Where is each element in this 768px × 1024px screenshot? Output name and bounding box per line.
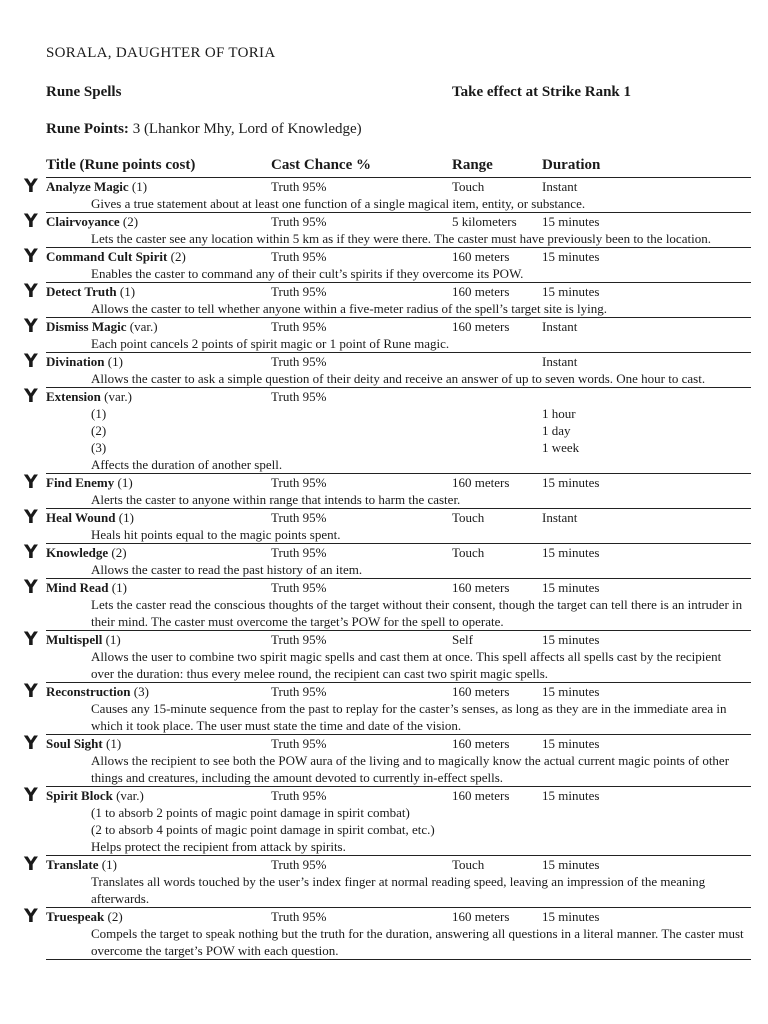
spell-summary <box>24 576 751 598</box>
spell-name: Extension <box>46 389 101 404</box>
spell-duration: Instant <box>542 319 578 334</box>
spell-name: Mind Read <box>46 580 109 595</box>
spell-description: Each point cancels 2 points of spirit magic or 1 point of Rune magic. <box>91 336 450 351</box>
spell-title <box>46 544 127 561</box>
table-row <box>24 784 751 856</box>
spell-title <box>46 631 121 648</box>
table-row <box>24 280 751 318</box>
header-title: Title (Rune points cost) <box>46 157 196 173</box>
spell-name: Spirit Block <box>46 788 113 803</box>
spell-title <box>46 908 123 925</box>
section-label: Rune Spells <box>46 84 122 100</box>
spell-description: Lets the caster see any location within 5 km as if they were there. The caster must have previously been to the location. <box>91 231 711 246</box>
rune-icon: Y <box>24 245 38 267</box>
spell-name: Heal Wound <box>46 510 116 525</box>
spell-title <box>46 248 186 265</box>
spell-range: 160 meters <box>452 284 510 299</box>
spell-name: Dismiss Magic <box>46 319 127 334</box>
spell-title <box>46 318 158 335</box>
table-row <box>24 175 751 213</box>
spell-range: Touch <box>452 545 485 560</box>
spell-cost: (1) <box>131 179 148 194</box>
spell-name: Analyze Magic <box>46 179 129 194</box>
header-cast-chance: Cast Chance % <box>271 157 371 173</box>
spell-cost: (2) <box>170 249 186 264</box>
rune-points-label: Rune Points: <box>46 121 129 137</box>
spell-title <box>46 579 127 596</box>
spell-duration: 15 minutes <box>542 684 600 699</box>
spell-title <box>46 735 121 752</box>
spell-range: 160 meters <box>452 319 510 334</box>
spell-name: Multispell <box>46 632 103 647</box>
spell-description: Lets the caster read the conscious thoughts of the target without their consent, though the target can tell there is an intruder in their mind. The caster must overcome the target’s POW for the spell to operate. <box>91 597 743 629</box>
spell-name: Reconstruction <box>46 684 131 699</box>
spell-summary <box>24 541 751 563</box>
spell-title <box>46 213 138 230</box>
spell-summary <box>24 905 751 927</box>
spell-cast-chance: Truth 95% <box>271 857 327 872</box>
spell-list <box>24 175 751 960</box>
spell-cost: (3) <box>133 684 149 699</box>
spell-summary <box>24 245 751 267</box>
spell-duration: Instant <box>542 179 578 194</box>
spell-duration: 15 minutes <box>542 909 600 924</box>
table-row <box>24 506 751 544</box>
rune-icon: Y <box>24 210 38 232</box>
spell-cast-chance: Truth 95% <box>271 214 327 229</box>
rune-icon: Y <box>24 350 38 372</box>
spell-summary <box>24 853 751 875</box>
spell-cost: (1) <box>101 857 117 872</box>
spell-range: 160 meters <box>452 475 510 490</box>
spell-duration: 15 minutes <box>542 249 600 264</box>
spell-name: Divination <box>46 354 105 369</box>
rune-points-value: 3 (Lhankor Mhy, Lord of Knowledge) <box>132 121 362 137</box>
spell-duration: 15 minutes <box>542 214 600 229</box>
table-row <box>24 853 751 908</box>
spell-duration: 15 minutes <box>542 632 600 647</box>
spell-description: Causes any 15-minute sequence from the past to replay for the caster’s senses, as long as they are in the immediate area in which it took place. The user must state the time and date of the vision. <box>91 701 727 733</box>
spell-description: Allows the recipient to see both the POW aura of the living and to magically know the actual current magic points of other things and creatures, including the amount devoted to currently in-effect spells. <box>91 753 730 785</box>
variant-duration: 1 day <box>542 423 571 438</box>
spell-cost: (2) <box>111 545 127 560</box>
spell-description: Allows the caster to tell whether anyone within a five-meter radius of the spell’s target site is lying. <box>91 301 608 316</box>
spell-cast-chance: Truth 95% <box>271 179 327 194</box>
spell-cast-chance: Truth 95% <box>271 389 327 404</box>
rune-icon: Y <box>24 541 38 563</box>
spell-cast-chance: Truth 95% <box>271 580 327 595</box>
spell-note: (2 to absorb 4 points of magic point damage in spirit combat, etc.) <box>91 822 435 837</box>
spell-range: 160 meters <box>452 580 510 595</box>
spell-description: Enables the caster to command any of their cult’s spirits if they overcome its POW. <box>91 266 524 281</box>
rune-icon: Y <box>24 280 38 302</box>
spell-range: Touch <box>452 510 485 525</box>
spell-summary <box>24 628 751 650</box>
spell-cost: (1) <box>111 580 127 595</box>
spell-description: Allows the caster to ask a simple question of their deity and receive an answer of up to seven words. One hour to cast. <box>91 371 706 386</box>
table-row <box>24 315 751 353</box>
rune-icon: Y <box>24 905 38 927</box>
spell-name: Find Enemy <box>46 475 115 490</box>
spell-name: Truespeak <box>46 909 105 924</box>
spell-cost: (1) <box>117 475 133 490</box>
spell-range: 5 kilometers <box>452 214 517 229</box>
rune-icon: Y <box>24 471 38 493</box>
spell-cast-chance: Truth 95% <box>271 284 327 299</box>
table-row <box>24 680 751 735</box>
spell-cast-chance: Truth 95% <box>271 475 327 490</box>
table-row <box>24 541 751 579</box>
spell-cast-chance: Truth 95% <box>271 545 327 560</box>
spell-duration: 15 minutes <box>542 545 600 560</box>
spell-duration: 15 minutes <box>542 788 600 803</box>
spell-cost: (var.) <box>129 319 158 334</box>
spell-title <box>46 787 144 804</box>
spell-variant <box>46 422 751 439</box>
rune-icon: Y <box>24 853 38 875</box>
spell-duration: 15 minutes <box>542 580 600 595</box>
table-row <box>24 576 751 631</box>
spell-cost: (var.) <box>104 389 132 404</box>
spell-range: 160 meters <box>452 249 510 264</box>
spell-range: 160 meters <box>452 684 510 699</box>
rune-icon: Y <box>24 784 38 806</box>
spell-cost: (2) <box>122 214 139 229</box>
rune-icon: Y <box>24 315 38 337</box>
table-row <box>24 628 751 683</box>
spell-cast-chance: Truth 95% <box>271 632 327 647</box>
spell-summary <box>24 350 751 372</box>
spell-cast-chance: Truth 95% <box>271 909 327 924</box>
spell-cast-chance: Truth 95% <box>271 684 327 699</box>
table-row <box>24 350 751 388</box>
spell-description: Alerts the caster to anyone within range that intends to harm the caster. <box>91 492 461 507</box>
spell-range: 160 meters <box>452 736 510 751</box>
table-row <box>24 732 751 787</box>
spell-summary <box>24 175 751 197</box>
spell-description: Affects the duration of another spell. <box>91 457 283 472</box>
spell-cost: (1) <box>105 632 121 647</box>
spell-cost: (1) <box>107 354 123 369</box>
spell-cost: (1) <box>105 736 122 751</box>
spell-summary <box>24 210 751 232</box>
spell-summary <box>24 680 751 702</box>
spell-range: Self <box>452 632 473 647</box>
spell-summary <box>24 784 751 806</box>
spell-cast-chance: Truth 95% <box>271 249 327 264</box>
spell-summary <box>24 280 751 302</box>
spell-title <box>46 283 135 300</box>
spell-cast-chance: Truth 95% <box>271 319 327 334</box>
spell-title <box>46 509 134 526</box>
spell-summary <box>24 315 751 337</box>
spell-range: 160 meters <box>452 788 510 803</box>
spell-title <box>46 474 133 491</box>
spell-title <box>46 856 117 873</box>
spell-description: Translates all words touched by the user’s index finger at normal reading speed, leaving an impression of the meaning afterwards. <box>91 874 706 906</box>
rune-icon: Y <box>24 506 38 528</box>
rune-points <box>46 121 362 138</box>
spell-summary <box>24 385 751 407</box>
spell-cost: (2) <box>107 909 123 924</box>
spell-description: Helps protect the recipient from attack by spirits. <box>91 839 346 854</box>
spell-summary <box>24 471 751 493</box>
table-row <box>24 210 751 248</box>
spell-title <box>46 353 123 370</box>
spell-name: Soul Sight <box>46 736 103 751</box>
page-title: SORALA, DAUGHTER OF TORIA <box>46 45 276 61</box>
spell-cost: (1) <box>118 510 134 525</box>
variant-cost: (1) <box>91 406 107 421</box>
spell-cast-chance: Truth 95% <box>271 510 327 525</box>
spell-range: Touch <box>452 857 485 872</box>
rune-icon: Y <box>24 576 38 598</box>
spell-range: Touch <box>452 179 485 194</box>
spell-cost: (1) <box>119 284 136 299</box>
spell-summary <box>24 732 751 754</box>
rune-icon: Y <box>24 175 38 197</box>
variant-duration: 1 hour <box>542 406 576 421</box>
spell-duration: 15 minutes <box>542 284 600 299</box>
spell-duration: 15 minutes <box>542 475 600 490</box>
spell-variant <box>46 405 751 422</box>
spell-cast-chance: Truth 95% <box>271 788 327 803</box>
spell-duration: Instant <box>542 510 578 525</box>
spell-name: Clairvoyance <box>46 214 120 229</box>
table-row <box>24 905 751 960</box>
table-header <box>46 157 751 178</box>
spell-duration: 15 minutes <box>542 857 600 872</box>
rune-icon: Y <box>24 628 38 650</box>
spell-name: Command Cult Spirit <box>46 249 168 264</box>
spell-title <box>46 388 132 405</box>
variant-cost: (3) <box>91 440 107 455</box>
spell-duration: Instant <box>542 354 578 369</box>
spell-title <box>46 178 147 195</box>
spell-range: 160 meters <box>452 909 510 924</box>
spell-cast-chance: Truth 95% <box>271 354 327 369</box>
spell-summary <box>24 506 751 528</box>
spell-description: Allows the user to combine two spirit magic spells and cast them at once. This spell affects all spells cast by the recipient over the duration: thus every melee round, the recipient can cast two spirit magic spells. <box>91 649 722 681</box>
spell-title <box>46 683 149 700</box>
table-row <box>24 385 751 474</box>
variant-duration: 1 week <box>542 440 580 455</box>
rune-icon: Y <box>24 732 38 754</box>
section-note: Take effect at Strike Rank 1 <box>452 84 632 100</box>
spell-name: Detect Truth <box>46 284 117 299</box>
spell-description: Heals hit points equal to the magic points spent. <box>91 527 341 542</box>
spell-duration: 15 minutes <box>542 736 600 751</box>
table-row <box>24 245 751 283</box>
header-range: Range <box>452 157 493 173</box>
spell-name: Translate <box>46 857 99 872</box>
spell-description: Gives a true statement about at least one function of a single magical item, entity, or substance. <box>91 196 586 211</box>
spell-name: Knowledge <box>46 545 109 560</box>
spell-cast-chance: Truth 95% <box>271 736 327 751</box>
header-duration: Duration <box>542 157 601 173</box>
table-row <box>24 471 751 509</box>
rune-icon: Y <box>24 680 38 702</box>
spell-description: Allows the caster to read the past history of an item. <box>91 562 363 577</box>
spell-variant <box>46 439 751 456</box>
rune-icon: Y <box>24 385 38 407</box>
spell-cost: (var.) <box>116 788 144 803</box>
rune-spells-table <box>24 157 751 960</box>
spell-note: (1 to absorb 2 points of magic point damage in spirit combat) <box>91 805 410 820</box>
spell-description: Compels the target to speak nothing but the truth for the duration, answering all questions in a literal manner. The caster must overcome the target’s POW with each question. <box>91 926 744 958</box>
variant-cost: (2) <box>91 423 107 438</box>
